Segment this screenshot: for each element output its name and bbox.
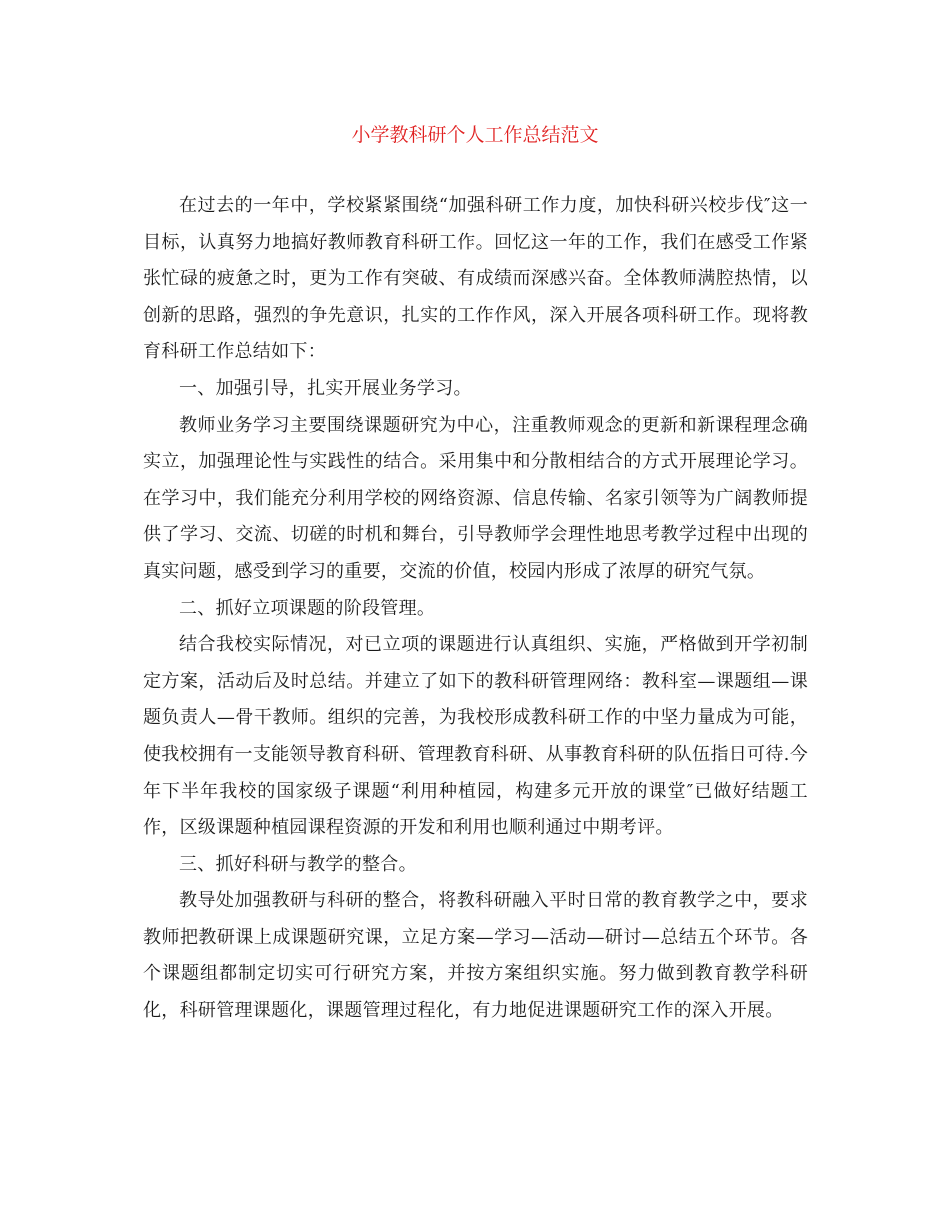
document-title: 小学教科研个人工作总结范文 xyxy=(351,124,599,146)
paragraph-section-3: 教导处加强教研与科研的整合，将教科研融入平时日常的教育教学之中，要求教师把教研课上成课题研究课，立足方案—学习—活动—研讨—总结五个环节。各个课题组都制定切实可行研究方案，并按方案组织实施。努力做到教育教学科研化，科研管理课题化，课题管理过程化，有力地促进课题研究工作的深入开展。 xyxy=(143,890,808,1022)
section-heading-3: 三、抓好科研与教学的整合。 xyxy=(179,853,417,875)
section-heading-2: 二、抓好立项课题的阶段管理。 xyxy=(179,597,436,619)
document-body xyxy=(143,188,808,1030)
paragraph-intro: 在过去的一年中，学校紧紧围绕“加强科研工作力度，加快科研兴校步伐″这一目标，认真努力地搞好教师教育科研工作。回忆这一年的工作，我们在感受工作紧张忙碌的疲惫之时，更为工作有突破、有成绩而深感兴奋。全体教师满腔热情，以创新的思路，强烈的争先意识，扎实的工作作风，深入开展各项科研工作。现将教育科研工作总结如下： xyxy=(143,195,808,363)
section-heading-1: 一、加强引导，扎实开展业务学习。 xyxy=(179,377,472,399)
paragraph-section-1: 教师业务学习主要围绕课题研究为中心，注重教师观念的更新和新课程理念确实立，加强理论性与实践性的结合。采用集中和分散相结合的方式开展理论学习。在学习中，我们能充分利用学校的网络资源、信息传输、名家引领等为广阔教师提供了学习、交流、切磋的时机和舞台，引导教师学会理性地思考教学过程中出现的真实问题，感受到学习的重要，交流的价值，校园内形成了浓厚的研究气氛。 xyxy=(143,414,808,582)
paragraph-section-2: 结合我校实际情况，对已立项的课题进行认真组织、实施，严格做到开学初制定方案，活动后及时总结。并建立了如下的教科研管理网络：教科室—课题组—课题负责人—骨干教师。组织的完善，为我校形成教科研工作的中坚力量成为可能，使我校拥有一支能领导教育科研、管理教育科研、从事教育科研的队伍指日可待.今年下半年我校的国家级子课题“利用种植园，构建多元开放的课堂″已做好结题工作，区级课题种植园课程资源的开发和利用也顺利通过中期考评。 xyxy=(143,634,808,839)
